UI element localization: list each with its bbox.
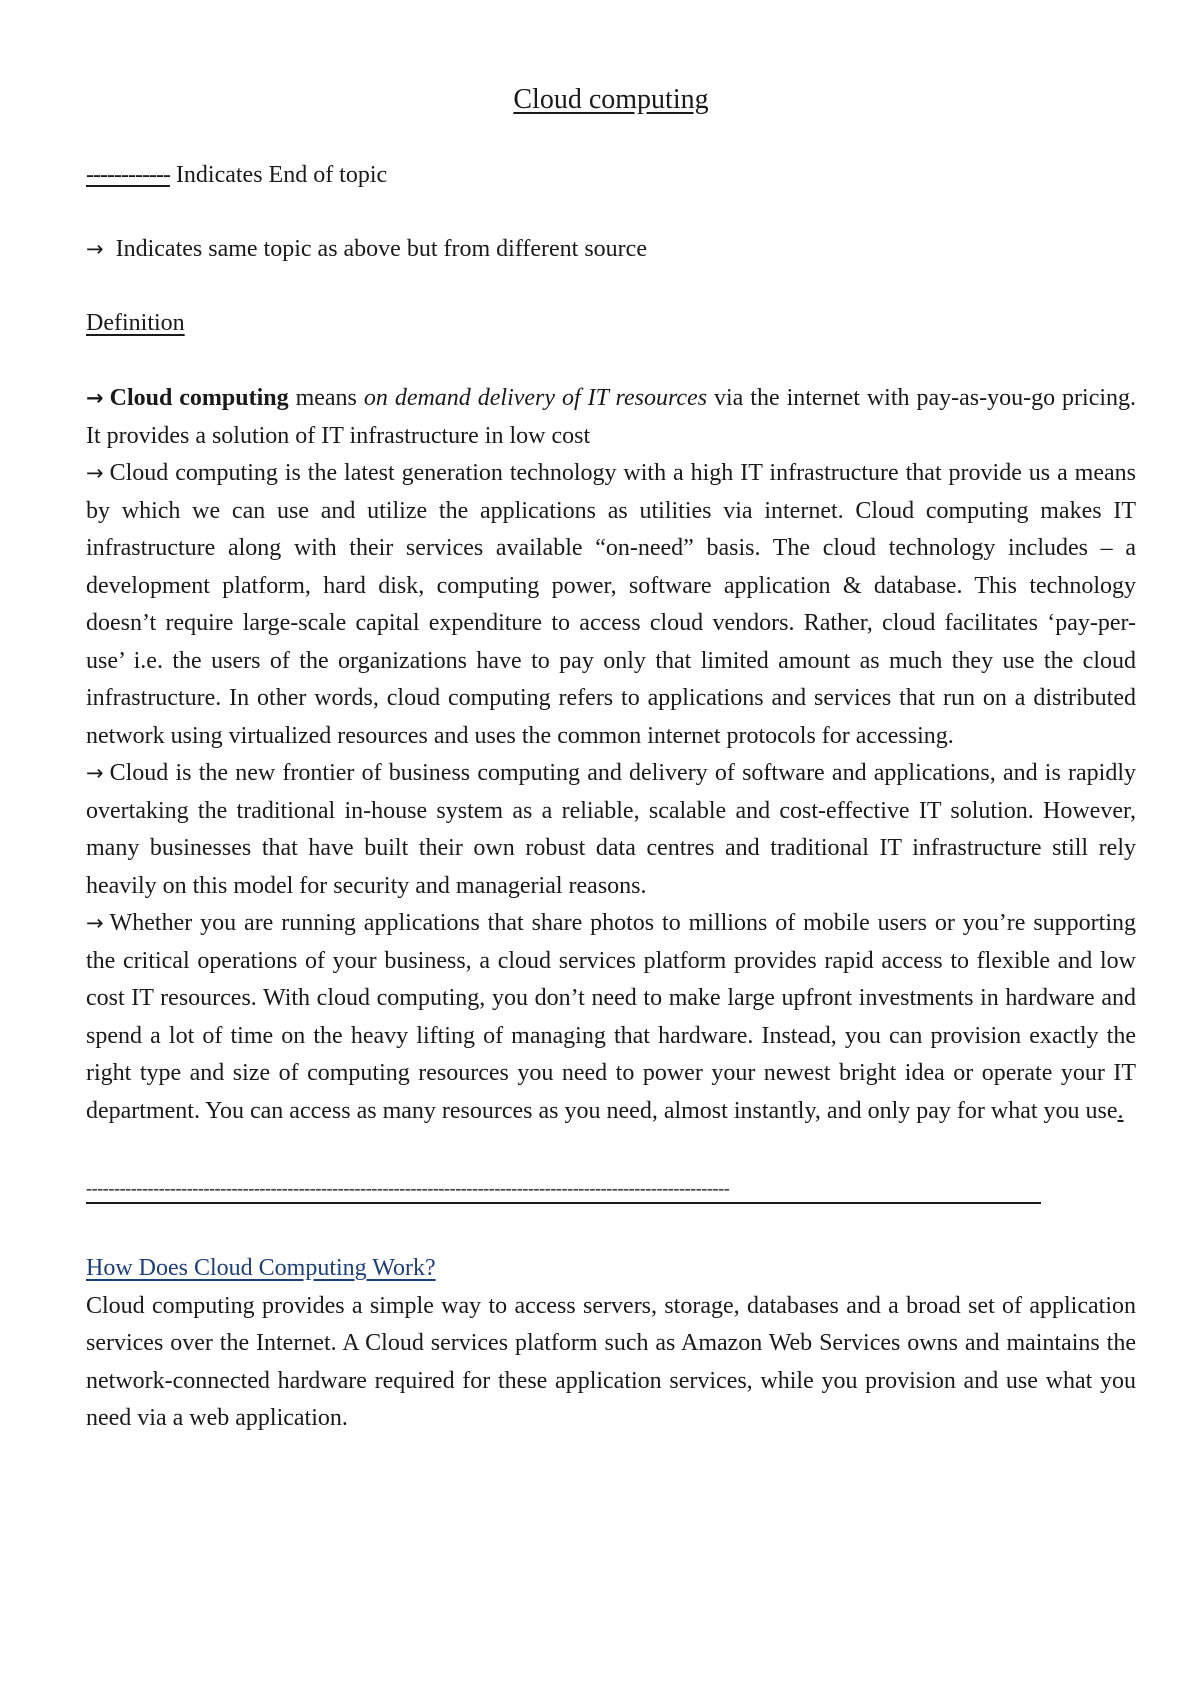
- paragraph-text: Cloud is the new frontier of business computing and delivery of software and applications, and is rapidly overtaking the traditional in-house system as a reliable, scalable and cost-effective IT solution. However, many businesses that have built their own robust data centres and traditional IT infrastructure still rely heavily on this model for security and managerial reasons.: [86, 760, 1136, 899]
- term-cloud-computing: Cloud computing: [109, 385, 289, 411]
- paragraph-text: means: [288, 385, 364, 411]
- arrow-icon: →: [86, 386, 104, 410]
- paragraph-text: Cloud computing is the latest generation technology with a high IT infrastructure that provide us a means by which we can use and utilize the applications as utilities via internet. Cloud computing makes IT infrastructure along with their services available “on-need” basis. The cloud technology includes – a development platform, hard disk, computing power, software application & database. This technology doesn’t require large-scale capital expenditure to access cloud vendors. Rather, cloud facilitates ‘pay-per-use’ i.e. the users of the organizations have to pay only that limited amount as much they use the cloud infrastructure. In other words, cloud computing refers to applications and services that run on a distributed network using virtualized resources and uses the common internet protocols for accessing.: [86, 460, 1136, 749]
- end-of-topic-text: Indicates End of topic: [169, 162, 388, 188]
- definition-paragraph-4: [86, 905, 1136, 1130]
- paragraph-text: Whether you are running applications that share photos to millions of mobile users or you’re supporting the critical operations of your business, a cloud services platform provides rapid access to flexible and low cost IT resources. With cloud computing, you don’t need to make large upfront investments in hardware and spend a lot of time on the heavy lifting of managing that hardware. Instead, you can provision exactly the right type and size of computing resources you need to power your newest bright idea or operate your IT department. You can access as many resources as you need, almost instantly, and only pay for what you use: [86, 910, 1136, 1124]
- legend-end-of-topic: [86, 158, 1136, 192]
- definition-paragraph-2: [86, 455, 1136, 755]
- same-topic-text: Indicates same topic as above but from different source: [115, 236, 647, 262]
- arrow-icon: →: [86, 461, 104, 485]
- legend-same-topic: [86, 232, 1136, 266]
- definition-paragraph-1: [86, 380, 1136, 455]
- paragraph-period: .: [1117, 1097, 1124, 1124]
- emphasis-on-demand: on demand delivery of IT resources: [363, 385, 708, 411]
- document-title: Cloud computing: [513, 84, 709, 115]
- how-cloud-works-link[interactable]: How Does Cloud Computing Work?: [86, 1255, 436, 1281]
- how-cloud-works-paragraph: Cloud computing provides a simple way to access servers, storage, databases and a broad set of application services over the Internet. A Cloud services platform such as Amazon Web Services owns and maintains the network-connected hardware required for these application services, while you provision and use what you need via a web application.: [86, 1292, 1136, 1431]
- definition-heading: Definition: [86, 310, 185, 336]
- end-of-topic-separator: -------------------------------------------------------------------------------------------------------------------: [86, 1174, 1041, 1204]
- arrow-icon: →: [86, 911, 104, 935]
- paragraph-text: via the internet with pay-as-you-go pricing. It provides a solution of IT infrastructure in low cost: [86, 385, 1137, 449]
- arrow-icon: →: [86, 237, 104, 261]
- end-of-topic-marker: ------------: [86, 162, 170, 188]
- arrow-icon: →: [86, 761, 104, 785]
- document-page: [86, 80, 1136, 1438]
- definition-paragraph-3: [86, 755, 1136, 905]
